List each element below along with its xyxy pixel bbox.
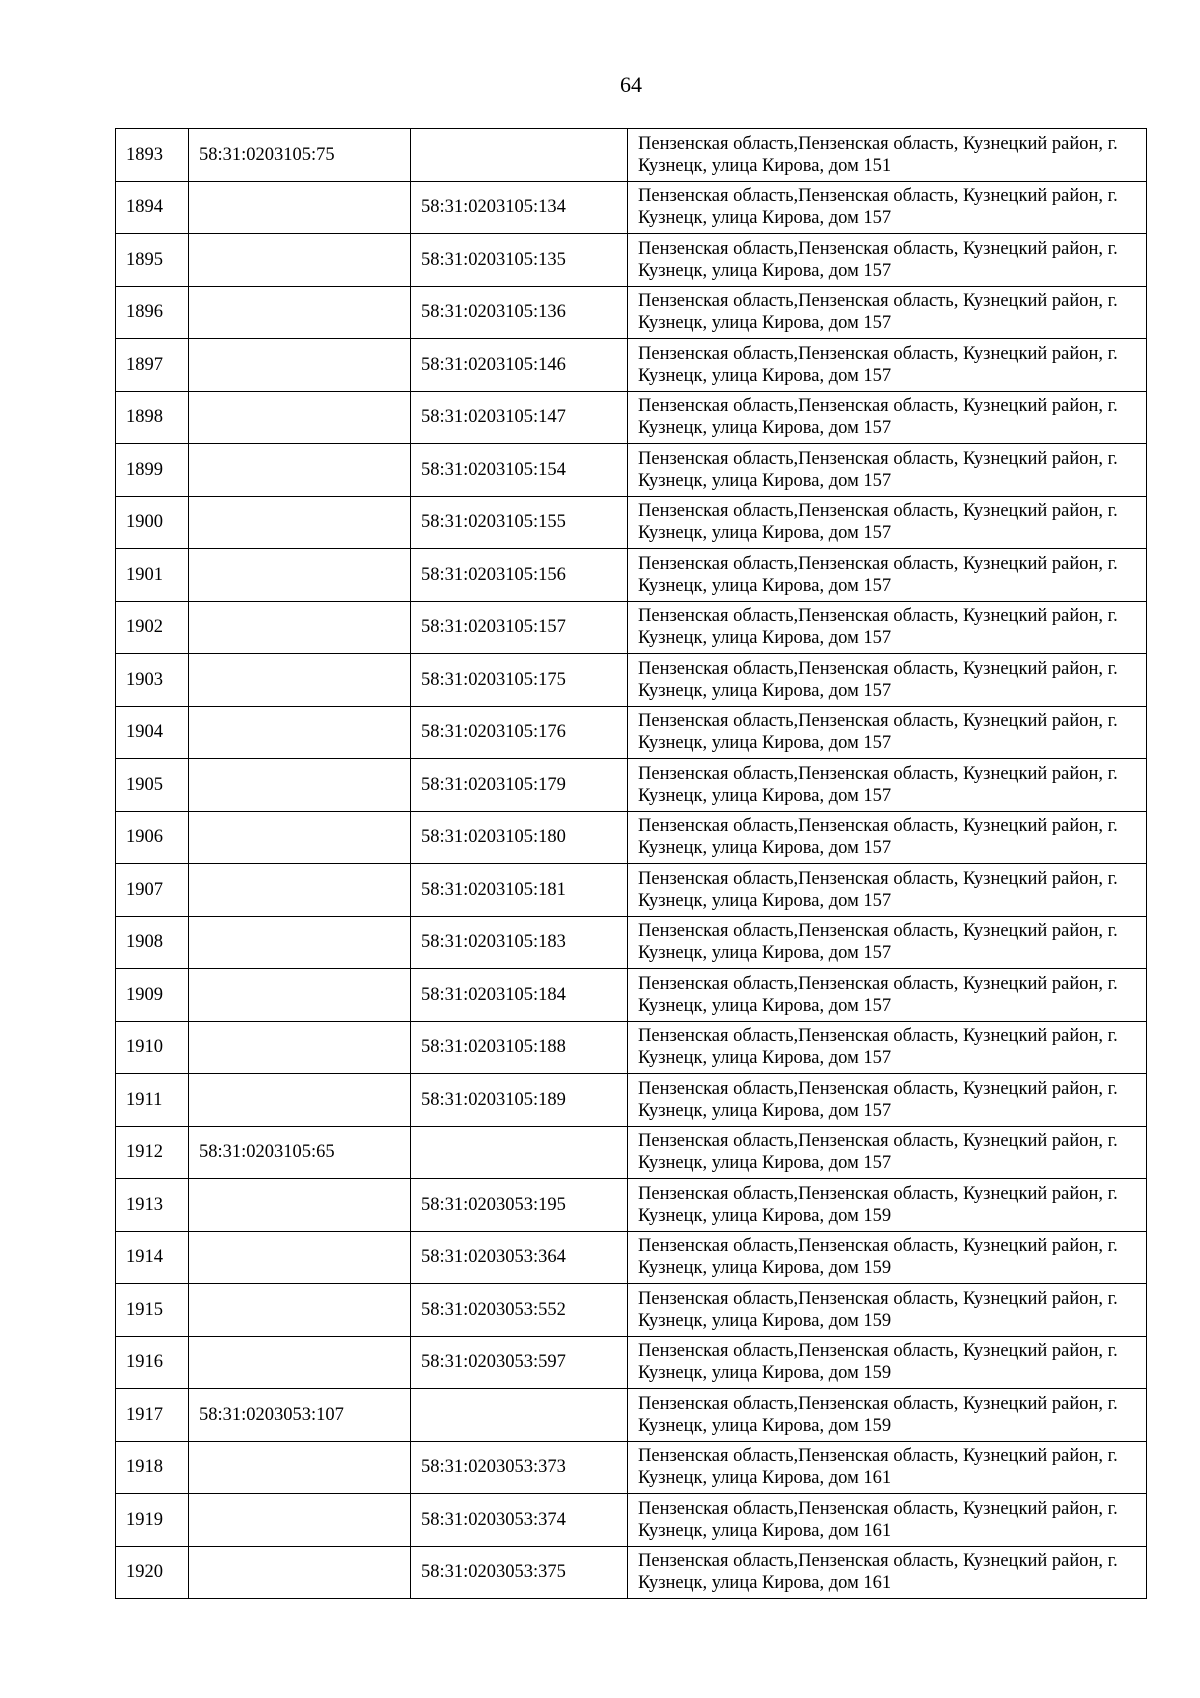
row-number-cell: 1899 xyxy=(116,444,189,497)
address-cell: Пензенская область,Пензенская область, Кузнецкий район, г. Кузнецк, улица Кирова, дом 157 xyxy=(628,811,1147,864)
building-cadastral-number-cell: 58:31:0203053:374 xyxy=(411,1494,628,1547)
table-row xyxy=(116,549,1147,602)
table-row xyxy=(116,811,1147,864)
building-cadastral-number-cell: 58:31:0203105:146 xyxy=(411,339,628,392)
parcel-cadastral-number-cell xyxy=(189,496,411,549)
parcel-cadastral-number-cell xyxy=(189,1284,411,1337)
address-cell: Пензенская область,Пензенская область, Кузнецкий район, г. Кузнецк, улица Кирова, дом 157 xyxy=(628,391,1147,444)
table-row xyxy=(116,864,1147,917)
address-cell: Пензенская область,Пензенская область, Кузнецкий район, г. Кузнецк, улица Кирова, дом 157 xyxy=(628,1126,1147,1179)
address-cell: Пензенская область,Пензенская область, Кузнецкий район, г. Кузнецк, улица Кирова, дом 157 xyxy=(628,234,1147,287)
building-cadastral-number-cell: 58:31:0203105:179 xyxy=(411,759,628,812)
row-number-cell: 1909 xyxy=(116,969,189,1022)
address-cell: Пензенская область,Пензенская область, Кузнецкий район, г. Кузнецк, улица Кирова, дом 159 xyxy=(628,1179,1147,1232)
table-row xyxy=(116,1441,1147,1494)
building-cadastral-number-cell: 58:31:0203105:134 xyxy=(411,181,628,234)
row-number-cell: 1914 xyxy=(116,1231,189,1284)
building-cadastral-number-cell: 58:31:0203053:195 xyxy=(411,1179,628,1232)
building-cadastral-number-cell: 58:31:0203053:375 xyxy=(411,1546,628,1599)
registry-table xyxy=(115,128,1147,1599)
table-row xyxy=(116,339,1147,392)
parcel-cadastral-number-cell xyxy=(189,391,411,444)
building-cadastral-number-cell: 58:31:0203105:189 xyxy=(411,1074,628,1127)
table-row xyxy=(116,1284,1147,1337)
table-row xyxy=(116,1389,1147,1442)
parcel-cadastral-number-cell xyxy=(189,706,411,759)
parcel-cadastral-number-cell xyxy=(189,1546,411,1599)
building-cadastral-number-cell: 58:31:0203105:188 xyxy=(411,1021,628,1074)
parcel-cadastral-number-cell: 58:31:0203053:107 xyxy=(189,1389,411,1442)
parcel-cadastral-number-cell xyxy=(189,759,411,812)
row-number-cell: 1912 xyxy=(116,1126,189,1179)
row-number-cell: 1916 xyxy=(116,1336,189,1389)
table-row xyxy=(116,1231,1147,1284)
table-row xyxy=(116,654,1147,707)
parcel-cadastral-number-cell xyxy=(189,234,411,287)
table-row xyxy=(116,601,1147,654)
address-cell: Пензенская область,Пензенская область, Кузнецкий район, г. Кузнецк, улица Кирова, дом 157 xyxy=(628,339,1147,392)
building-cadastral-number-cell: 58:31:0203053:552 xyxy=(411,1284,628,1337)
address-cell: Пензенская область,Пензенская область, Кузнецкий район, г. Кузнецк, улица Кирова, дом 157 xyxy=(628,916,1147,969)
row-number-cell: 1897 xyxy=(116,339,189,392)
address-cell: Пензенская область,Пензенская область, Кузнецкий район, г. Кузнецк, улица Кирова, дом 157 xyxy=(628,286,1147,339)
table-row xyxy=(116,1494,1147,1547)
table-row xyxy=(116,759,1147,812)
table-row xyxy=(116,1336,1147,1389)
building-cadastral-number-cell: 58:31:0203105:156 xyxy=(411,549,628,602)
row-number-cell: 1908 xyxy=(116,916,189,969)
address-cell: Пензенская область,Пензенская область, Кузнецкий район, г. Кузнецк, улица Кирова, дом 151 xyxy=(628,129,1147,182)
address-cell: Пензенская область,Пензенская область, Кузнецкий район, г. Кузнецк, улица Кирова, дом 159 xyxy=(628,1284,1147,1337)
parcel-cadastral-number-cell: 58:31:0203105:65 xyxy=(189,1126,411,1179)
table-row xyxy=(116,969,1147,1022)
table-row xyxy=(116,706,1147,759)
address-cell: Пензенская область,Пензенская область, Кузнецкий район, г. Кузнецк, улица Кирова, дом 157 xyxy=(628,1021,1147,1074)
registry-table-body xyxy=(116,129,1147,1599)
table-row xyxy=(116,1179,1147,1232)
table-row xyxy=(116,916,1147,969)
building-cadastral-number-cell xyxy=(411,1389,628,1442)
building-cadastral-number-cell: 58:31:0203053:373 xyxy=(411,1441,628,1494)
page-number: 64 xyxy=(620,72,642,97)
row-number-cell: 1903 xyxy=(116,654,189,707)
row-number-cell: 1911 xyxy=(116,1074,189,1127)
building-cadastral-number-cell: 58:31:0203105:147 xyxy=(411,391,628,444)
table-row xyxy=(116,391,1147,444)
row-number-cell: 1893 xyxy=(116,129,189,182)
row-number-cell: 1895 xyxy=(116,234,189,287)
parcel-cadastral-number-cell xyxy=(189,286,411,339)
address-cell: Пензенская область,Пензенская область, Кузнецкий район, г. Кузнецк, улица Кирова, дом 157 xyxy=(628,601,1147,654)
parcel-cadastral-number-cell xyxy=(189,1074,411,1127)
row-number-cell: 1901 xyxy=(116,549,189,602)
row-number-cell: 1894 xyxy=(116,181,189,234)
row-number-cell: 1917 xyxy=(116,1389,189,1442)
row-number-cell: 1918 xyxy=(116,1441,189,1494)
building-cadastral-number-cell: 58:31:0203105:135 xyxy=(411,234,628,287)
building-cadastral-number-cell: 58:31:0203105:175 xyxy=(411,654,628,707)
parcel-cadastral-number-cell xyxy=(189,549,411,602)
row-number-cell: 1896 xyxy=(116,286,189,339)
row-number-cell: 1900 xyxy=(116,496,189,549)
row-number-cell: 1919 xyxy=(116,1494,189,1547)
parcel-cadastral-number-cell xyxy=(189,601,411,654)
address-cell: Пензенская область,Пензенская область, Кузнецкий район, г. Кузнецк, улица Кирова, дом 157 xyxy=(628,759,1147,812)
parcel-cadastral-number-cell xyxy=(189,444,411,497)
address-cell: Пензенская область,Пензенская область, Кузнецкий район, г. Кузнецк, улица Кирова, дом 157 xyxy=(628,549,1147,602)
parcel-cadastral-number-cell: 58:31:0203105:75 xyxy=(189,129,411,182)
row-number-cell: 1907 xyxy=(116,864,189,917)
address-cell: Пензенская область,Пензенская область, Кузнецкий район, г. Кузнецк, улица Кирова, дом 159 xyxy=(628,1336,1147,1389)
table-row xyxy=(116,496,1147,549)
row-number-cell: 1920 xyxy=(116,1546,189,1599)
table-row xyxy=(116,129,1147,182)
address-cell: Пензенская область,Пензенская область, Кузнецкий район, г. Кузнецк, улица Кирова, дом 157 xyxy=(628,864,1147,917)
parcel-cadastral-number-cell xyxy=(189,654,411,707)
parcel-cadastral-number-cell xyxy=(189,1231,411,1284)
table-row xyxy=(116,1021,1147,1074)
address-cell: Пензенская область,Пензенская область, Кузнецкий район, г. Кузнецк, улица Кирова, дом 157 xyxy=(628,969,1147,1022)
address-cell: Пензенская область,Пензенская область, Кузнецкий район, г. Кузнецк, улица Кирова, дом 159 xyxy=(628,1389,1147,1442)
table-row xyxy=(116,1546,1147,1599)
address-cell: Пензенская область,Пензенская область, Кузнецкий район, г. Кузнецк, улица Кирова, дом 157 xyxy=(628,654,1147,707)
address-cell: Пензенская область,Пензенская область, Кузнецкий район, г. Кузнецк, улица Кирова, дом 161 xyxy=(628,1494,1147,1547)
building-cadastral-number-cell: 58:31:0203105:155 xyxy=(411,496,628,549)
building-cadastral-number-cell: 58:31:0203105:181 xyxy=(411,864,628,917)
table-row xyxy=(116,286,1147,339)
building-cadastral-number-cell: 58:31:0203105:183 xyxy=(411,916,628,969)
table-row xyxy=(116,1126,1147,1179)
address-cell: Пензенская область,Пензенская область, Кузнецкий район, г. Кузнецк, улица Кирова, дом 157 xyxy=(628,181,1147,234)
building-cadastral-number-cell: 58:31:0203105:176 xyxy=(411,706,628,759)
row-number-cell: 1905 xyxy=(116,759,189,812)
row-number-cell: 1904 xyxy=(116,706,189,759)
row-number-cell: 1910 xyxy=(116,1021,189,1074)
parcel-cadastral-number-cell xyxy=(189,811,411,864)
table-row xyxy=(116,444,1147,497)
address-cell: Пензенская область,Пензенская область, Кузнецкий район, г. Кузнецк, улица Кирова, дом 157 xyxy=(628,1074,1147,1127)
parcel-cadastral-number-cell xyxy=(189,1336,411,1389)
building-cadastral-number-cell: 58:31:0203105:184 xyxy=(411,969,628,1022)
table-row xyxy=(116,234,1147,287)
parcel-cadastral-number-cell xyxy=(189,864,411,917)
row-number-cell: 1902 xyxy=(116,601,189,654)
building-cadastral-number-cell xyxy=(411,129,628,182)
address-cell: Пензенская область,Пензенская область, Кузнецкий район, г. Кузнецк, улица Кирова, дом 157 xyxy=(628,706,1147,759)
parcel-cadastral-number-cell xyxy=(189,339,411,392)
parcel-cadastral-number-cell xyxy=(189,969,411,1022)
building-cadastral-number-cell xyxy=(411,1126,628,1179)
table-row xyxy=(116,1074,1147,1127)
building-cadastral-number-cell: 58:31:0203053:364 xyxy=(411,1231,628,1284)
table-row xyxy=(116,181,1147,234)
parcel-cadastral-number-cell xyxy=(189,181,411,234)
building-cadastral-number-cell: 58:31:0203105:136 xyxy=(411,286,628,339)
building-cadastral-number-cell: 58:31:0203053:597 xyxy=(411,1336,628,1389)
building-cadastral-number-cell: 58:31:0203105:154 xyxy=(411,444,628,497)
address-cell: Пензенская область,Пензенская область, Кузнецкий район, г. Кузнецк, улица Кирова, дом 157 xyxy=(628,496,1147,549)
address-cell: Пензенская область,Пензенская область, Кузнецкий район, г. Кузнецк, улица Кирова, дом 161 xyxy=(628,1441,1147,1494)
row-number-cell: 1906 xyxy=(116,811,189,864)
address-cell: Пензенская область,Пензенская область, Кузнецкий район, г. Кузнецк, улица Кирова, дом 157 xyxy=(628,444,1147,497)
row-number-cell: 1913 xyxy=(116,1179,189,1232)
parcel-cadastral-number-cell xyxy=(189,916,411,969)
address-cell: Пензенская область,Пензенская область, Кузнецкий район, г. Кузнецк, улица Кирова, дом 159 xyxy=(628,1231,1147,1284)
parcel-cadastral-number-cell xyxy=(189,1494,411,1547)
parcel-cadastral-number-cell xyxy=(189,1021,411,1074)
parcel-cadastral-number-cell xyxy=(189,1179,411,1232)
row-number-cell: 1915 xyxy=(116,1284,189,1337)
address-cell: Пензенская область,Пензенская область, Кузнецкий район, г. Кузнецк, улица Кирова, дом 161 xyxy=(628,1546,1147,1599)
parcel-cadastral-number-cell xyxy=(189,1441,411,1494)
building-cadastral-number-cell: 58:31:0203105:180 xyxy=(411,811,628,864)
building-cadastral-number-cell: 58:31:0203105:157 xyxy=(411,601,628,654)
row-number-cell: 1898 xyxy=(116,391,189,444)
